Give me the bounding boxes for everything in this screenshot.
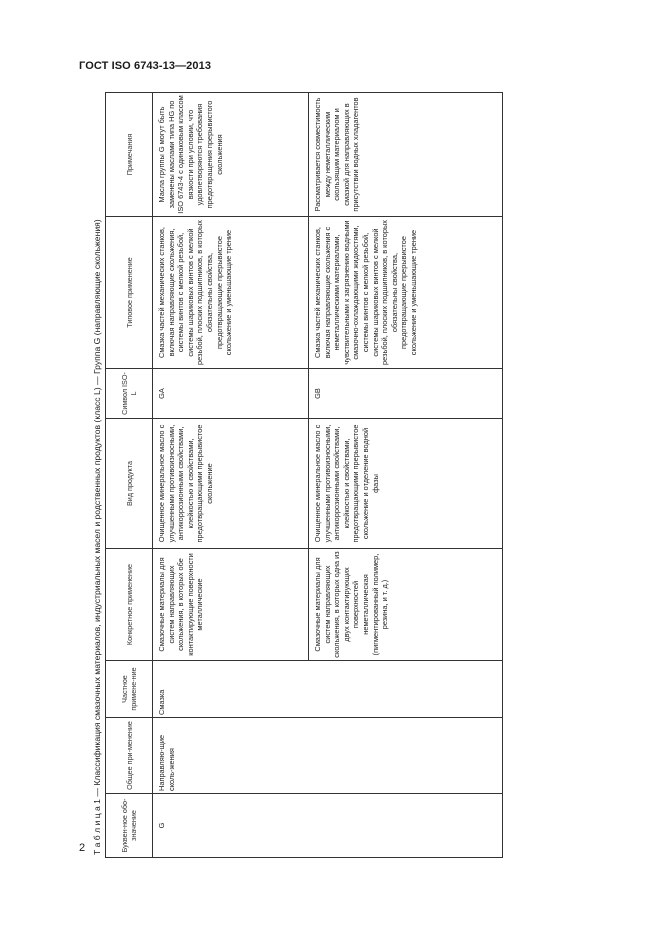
document-code: ГОСТ ISO 6743-13—2013 (79, 60, 212, 72)
header-letter: Буквен-ное обо-значение (106, 794, 153, 858)
cell-typical: Смазка частей механических станков, включая направляющие скольжения, системы винтов с мелкой резьбой, системы шариковых винтов с мелкой резьбой, плоских подшипников, в которых обязательны свойства, предотвращающие прерывистое скольжение и уменьшающие трение (153, 217, 309, 369)
cell-specific: Смазочные материалы для систем направляющих скольжения, в которых одна из двух контактирующих поверхностей неметаллическая (пигментированный полимер, резина, и т. д.) (309, 549, 503, 661)
header-typical: Типовое применение (106, 217, 153, 369)
cell-product: Очищенное минеральное масло с улучшенными противоизносными, антикоррозионными свойствами, клейкостью и свойствами, предотвращающими прерывистое скольжение и отделение водной фазы (309, 419, 503, 549)
cell-particular: Смазка (153, 661, 503, 718)
classification-table (105, 92, 503, 858)
cell-symbol: GB (309, 369, 503, 419)
cell-notes: Рассматривается совместимость между неметаллическим скользящим материалом и смазкой для направляющих в присутствии водных хладагентов (309, 93, 503, 217)
cell-specific: Смазочные материалы для систем направляющих скольжения, в которых обе контактирующие поверхности металлические (153, 549, 309, 661)
cell-product: Очищенное минеральное масло с улучшенными противоизносными, антикоррозионными свойствами, клейкостью и свойствами, предотвращающими прерывистое скольжение (153, 419, 309, 549)
table-header-row (106, 93, 153, 858)
header-particular: Частное примене-ние (106, 661, 153, 718)
table-row (153, 93, 309, 858)
cell-letter: G (153, 794, 503, 858)
header-product: Вид продукта (106, 419, 153, 549)
cell-general: Направляю-щие сколь-жения (153, 718, 503, 794)
cell-typical: Смазка частей механических станков, включая направляющие скольжения с неметаллическими материалами, чувствительными к загрязнению водными смазочно-охлаждающими жидкостями, системы винтов с мелкой резьбой, системы шариковых винтов с мелкой резьбой, плоских подшипников, в которых обязательны свойства, предотвращающие прерывистое скольжение и уменьшающие трение (309, 217, 503, 369)
header-general: Общее при-менение (106, 718, 153, 794)
rotated-table-block (90, 93, 501, 858)
cell-symbol: GA (153, 369, 309, 419)
header-specific: Конкретное применение (106, 549, 153, 661)
header-notes: Примечания (106, 93, 153, 217)
header-symbol: Символ ISO-L (106, 369, 153, 419)
page-number: 2 (79, 842, 86, 854)
table-caption: Т а б л и ц а 1 — Классификация смазочных материалов, индустриальных масел и родственных продуктов (класс L) — Группа G (направляющие скольжения) (92, 219, 102, 855)
cell-notes: Масла группы G могут быть заменены маслами типа HG по ISO 6743-4 с одинаковым классом вязкости при условии, что удовлетворяются требования предотвращения прерывистого скольжения (153, 93, 309, 217)
